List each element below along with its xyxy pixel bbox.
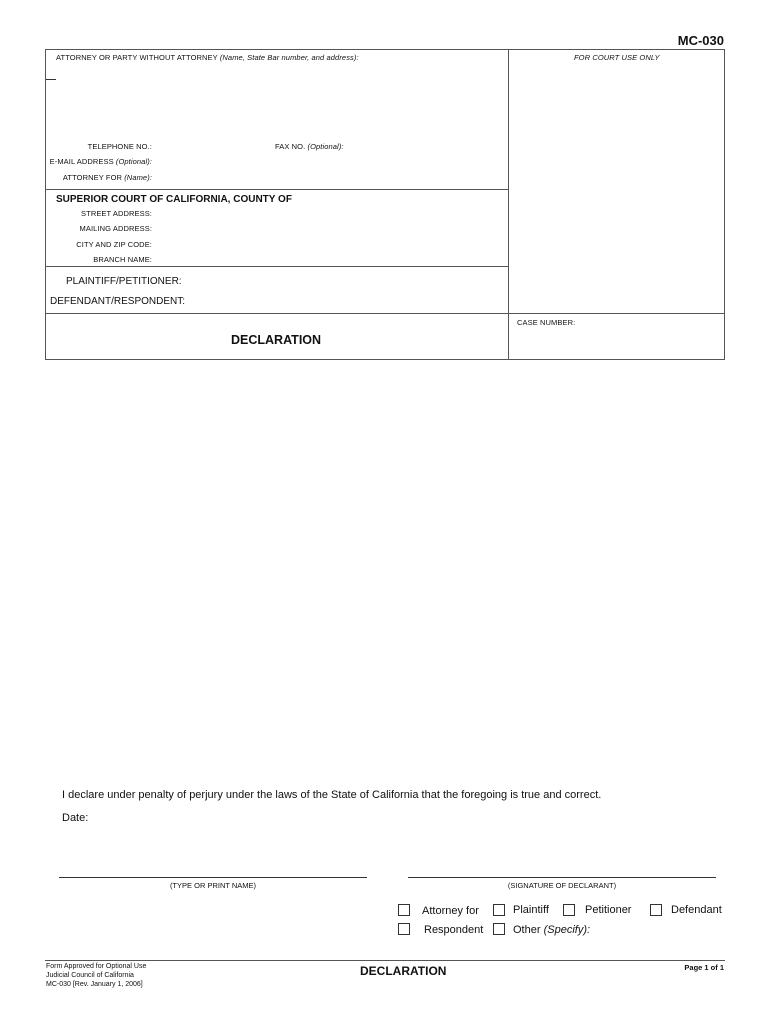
title-section-divider [45, 313, 725, 314]
telephone-input[interactable] [154, 140, 264, 152]
defendant-label: DEFENDANT/RESPONDENT: [50, 296, 186, 307]
attorney-field[interactable] [56, 53, 359, 62]
case-number-input[interactable] [512, 330, 722, 356]
telephone-label: TELEPHONE NO.: [87, 142, 152, 151]
footer-line-2: Judicial Council of California [46, 972, 134, 979]
other-label: Other [513, 924, 541, 936]
footer-divider [45, 960, 725, 961]
petitioner-checkbox[interactable] [563, 904, 575, 916]
plaintiff-label: PLAINTIFF/PETITIONER: [66, 276, 182, 287]
plaintiff-option: Plaintiff [513, 904, 549, 916]
print-name-caption: (TYPE OR PRINT NAME) [169, 881, 257, 890]
attorney-for-field[interactable] [42, 173, 152, 182]
form-id: MC-030 [677, 33, 724, 48]
declaration-title: DECLARATION [231, 333, 322, 347]
fax-field[interactable] [275, 142, 344, 151]
page-number: Page 1 of 1 [684, 963, 724, 972]
dash-mark [46, 79, 56, 80]
email-field[interactable] [42, 157, 152, 166]
respondent-option: Respondent [424, 924, 484, 936]
email-label: E-MAIL ADDRESS [49, 157, 114, 166]
court-title: SUPERIOR COURT OF CALIFORNIA, COUNTY OF [56, 194, 292, 205]
plaintiff-checkbox[interactable] [493, 904, 505, 916]
footer-line-1: Form Approved for Optional Use [46, 963, 147, 970]
other-option [513, 924, 590, 936]
footer-line-3: MC-030 [Rev. January 1, 2006] [46, 981, 143, 988]
branch-name-label: BRANCH NAME: [93, 255, 152, 264]
attorney-for-hint: (Name): [124, 173, 152, 182]
fax-label: FAX NO. [275, 142, 306, 151]
attorney-for-checkbox[interactable] [398, 904, 410, 916]
respondent-checkbox[interactable] [398, 923, 410, 935]
case-number-label: CASE NUMBER: [517, 318, 576, 327]
footer-approval [46, 962, 146, 989]
attorney-section-divider [45, 189, 509, 190]
declaration-body[interactable] [46, 366, 724, 776]
email-hint: (Optional): [115, 157, 152, 166]
signature-line[interactable] [408, 877, 716, 878]
defendant-checkbox[interactable] [650, 904, 662, 916]
court-section-divider [45, 266, 509, 267]
attorney-for-label: ATTORNEY FOR [62, 173, 123, 182]
other-checkbox[interactable] [493, 923, 505, 935]
city-zip-label: CITY AND ZIP CODE: [76, 240, 152, 249]
other-hint: (Specify): [543, 924, 591, 936]
attorney-label: ATTORNEY OR PARTY WITHOUT ATTORNEY [56, 53, 218, 62]
court-use-label: FOR COURT USE ONLY [574, 53, 660, 62]
attorney-for-option: Attorney for [422, 905, 479, 917]
footer-title: DECLARATION [360, 964, 447, 978]
perjury-statement: I declare under penalty of perjury under the laws of the State of California that the foregoing is true and correct. [62, 789, 602, 801]
petitioner-option: Petitioner [585, 904, 632, 916]
attorney-hint: (Name, State Bar number, and address): [219, 53, 359, 62]
signature-caption: (SIGNATURE OF DECLARANT) [507, 881, 617, 890]
street-address-label: STREET ADDRESS: [81, 209, 152, 218]
mailing-address-label: MAILING ADDRESS: [79, 224, 152, 233]
fax-hint: (Optional): [307, 142, 344, 151]
date-label: Date: [62, 812, 89, 824]
defendant-option: Defendant [671, 904, 722, 916]
print-name-line[interactable] [59, 877, 367, 878]
